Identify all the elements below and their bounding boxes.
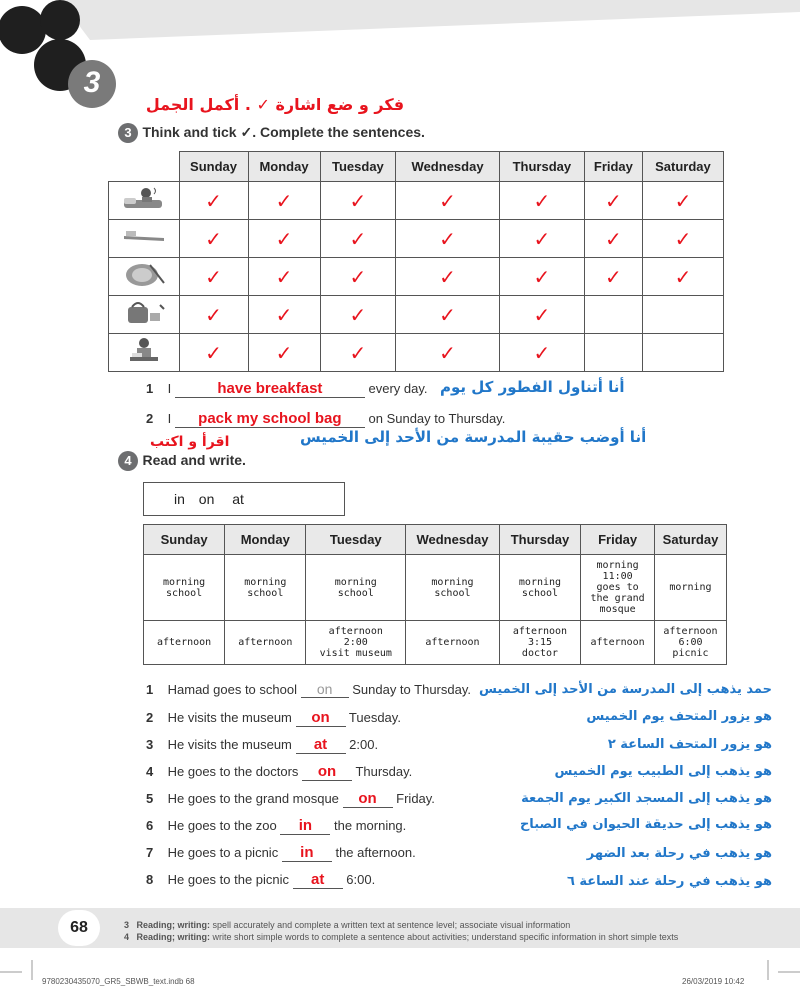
tick-mark: ✓ — [439, 226, 456, 251]
word-option: on — [198, 491, 215, 507]
ex4-title: Read and write. — [142, 452, 246, 469]
sentence-after: 6:00. — [346, 872, 376, 887]
breakfast-plate-icon — [109, 258, 180, 296]
toothbrush-icon — [109, 220, 180, 258]
ex4-sentence-6 — [146, 817, 406, 835]
school-bag-icon — [109, 296, 180, 334]
word-option: in — [174, 491, 185, 507]
ex3-sentence-2 — [146, 410, 505, 428]
sentence-number: 7 — [146, 845, 154, 860]
ex4-number: 4 — [118, 451, 138, 471]
sleeping-boy-icon — [109, 182, 180, 220]
sentence-after: the morning. — [334, 818, 407, 833]
tick-mark: ✓ — [533, 226, 551, 251]
tick-mark: ✓ — [533, 340, 551, 365]
answer-text[interactable]: on — [311, 709, 330, 726]
day-header: Wednesday — [396, 152, 500, 182]
tick-mark: ✓ — [605, 188, 622, 213]
ex4-sentence-5-arabic: هو يذهب إلى المسجد الكبير يوم الجمعة — [521, 791, 772, 806]
timetable-cell: afternoon — [581, 621, 655, 665]
answer-text[interactable]: at — [310, 871, 325, 888]
timetable-cell: afternoon 2:00 visit museum — [306, 621, 406, 665]
sentence-number: 1 — [146, 381, 154, 396]
note-number: 3 — [124, 920, 130, 930]
sentence-number: 3 — [146, 737, 154, 752]
timetable-cell: afternoon 6:00 picnic — [654, 621, 726, 665]
answer-text[interactable]: in — [300, 844, 314, 861]
sentence-end: every day. — [368, 381, 428, 396]
answer-text[interactable]: in — [298, 817, 313, 834]
day-header: Sunday — [144, 525, 225, 555]
table-row — [109, 182, 724, 220]
answer-text[interactable]: pack my school bag — [198, 410, 342, 427]
ex4-sentence-1 — [146, 681, 471, 698]
unit-badge: 3 — [83, 66, 101, 99]
note-number: 4 — [124, 932, 130, 942]
timetable-header-row — [144, 525, 727, 555]
sentence-start: I — [167, 411, 172, 426]
tick-mark: ✓ — [349, 264, 367, 289]
tick-mark: ✓ — [439, 340, 456, 365]
tick-mark: ✓ — [205, 340, 222, 365]
word-option: at — [232, 491, 244, 507]
tick-mark: ✓ — [439, 302, 456, 327]
sentence-number: 5 — [146, 791, 154, 806]
tick-mark: ✓ — [439, 188, 456, 213]
ex3-number: 3 — [118, 123, 138, 143]
word-box — [143, 482, 345, 516]
timetable-cell: afternoon — [144, 621, 225, 665]
ex4-sentence-6-arabic: هو يذهب إلى حديقة الحيوان في الصباح — [519, 817, 772, 832]
ex4-sentence-8-arabic: هو يذهب في رحلة عند الساعة ٦ — [566, 874, 772, 889]
note-label: Reading; writing: — [136, 932, 211, 942]
note-label: Reading; writing: — [136, 920, 211, 930]
ex4-arabic-instruction: اقرأ و اكتب — [150, 434, 230, 450]
ex4-timetable — [143, 524, 727, 665]
answer-text[interactable]: on — [316, 681, 333, 697]
sentence-number: 6 — [146, 818, 154, 833]
tick-mark: ✓ — [205, 302, 222, 327]
answer-text[interactable]: at — [313, 736, 328, 753]
day-header: Monday — [248, 152, 320, 182]
tick-mark: ✓ — [205, 264, 222, 289]
tick-mark: ✓ — [349, 302, 367, 327]
tick-mark: ✓ — [533, 264, 551, 289]
sentence-before: He goes to a picnic — [167, 845, 279, 860]
answer-text[interactable]: on — [358, 790, 377, 807]
day-header: Friday — [581, 525, 655, 555]
tick-mark: ✓ — [275, 188, 293, 213]
sentence-number: 1 — [146, 682, 154, 697]
day-header: Wednesday — [406, 525, 500, 555]
tick-mark: ✓ — [439, 264, 456, 289]
sentence-start: I — [167, 381, 172, 396]
timetable-cell: morning school — [225, 555, 306, 621]
sentence-after: Thursday. — [355, 764, 413, 779]
sentence-before: He goes to the picnic — [167, 872, 290, 887]
ex4-sentence-4-arabic: هو يذهب إلى الطبيب يوم الخميس — [554, 764, 772, 779]
table-row — [109, 220, 724, 258]
ex4-sentence-1-arabic: حمد يذهب إلى المدرسة من الأحد إلى الخميس — [478, 682, 772, 697]
tick-mark: ✓ — [349, 188, 367, 213]
table-row — [109, 296, 724, 334]
sentence-before: He visits the museum — [167, 710, 292, 725]
sentence-before: He goes to the grand mosque — [167, 791, 339, 806]
ex4-sentence-3 — [146, 736, 378, 754]
table-row — [109, 334, 724, 372]
day-header: Tuesday — [306, 525, 406, 555]
note-text: spell accurately and complete a written text at sentence level; associate visual information — [212, 920, 571, 930]
timetable-cell: morning school — [499, 555, 580, 621]
ex3-heading — [118, 123, 425, 143]
ex4-sentence-7 — [146, 844, 416, 862]
sentence-end: on Sunday to Thursday. — [368, 411, 506, 426]
sentence-before: He visits the museum — [167, 737, 292, 752]
date-slug: 26/03/2019 10:42 — [682, 977, 745, 986]
sentence-number: 4 — [146, 764, 154, 779]
timetable-cell: morning school — [144, 555, 225, 621]
morning-row — [144, 555, 727, 621]
sentence-after: 2:00. — [349, 737, 379, 752]
day-header: Saturday — [642, 152, 723, 182]
ex3-title: Think and tick ✓. Complete the sentences. — [142, 124, 425, 141]
tick-mark: ✓ — [674, 226, 692, 251]
day-header: Monday — [225, 525, 306, 555]
day-header: Thursday — [499, 525, 580, 555]
day-header: Thursday — [499, 152, 584, 182]
day-header: Sunday — [179, 152, 248, 182]
day-header: Tuesday — [320, 152, 396, 182]
studying-boy-icon — [109, 334, 180, 372]
header-decoration — [0, 0, 800, 110]
answer-text[interactable]: on — [317, 763, 337, 780]
ex4-sentence-2-arabic: هو يزور المتحف يوم الخميس — [586, 709, 772, 724]
answer-text[interactable]: have breakfast — [217, 380, 323, 397]
tick-mark: ✓ — [605, 226, 622, 251]
tick-mark: ✓ — [275, 340, 293, 365]
tick-mark: ✓ — [275, 226, 293, 251]
timetable-cell: morning school — [306, 555, 406, 621]
timetable-cell: afternoon 3:15 doctor — [499, 621, 580, 665]
ex3-sentence-1-arabic: أنا أتناول الفطور كل يوم — [440, 378, 625, 396]
ex3-sentence-1 — [146, 380, 428, 398]
curriculum-note-4 — [124, 932, 678, 942]
ex3-header-row — [109, 152, 724, 182]
day-header: Saturday — [654, 525, 726, 555]
tick-mark: ✓ — [275, 264, 293, 289]
curriculum-note-3 — [124, 920, 570, 930]
ex4-sentence-2 — [146, 709, 401, 727]
timetable-cell: morning 11:00 goes to the grand mosque — [581, 555, 655, 621]
ex4-heading — [118, 451, 246, 471]
tick-mark: ✓ — [674, 264, 692, 289]
afternoon-row — [144, 621, 727, 665]
tick-mark: ✓ — [275, 302, 293, 327]
sentence-after: Tuesday. — [348, 710, 401, 725]
tick-mark: ✓ — [205, 226, 222, 251]
sentence-after: Friday. — [396, 791, 435, 806]
note-text: write short simple words to complete a sentence about activities; understand specific information in short simple texts — [212, 932, 679, 942]
timetable-cell: afternoon — [406, 621, 500, 665]
tick-mark: ✓ — [205, 188, 222, 213]
tick-mark: ✓ — [605, 264, 622, 289]
sentence-before: He goes to the zoo — [167, 818, 277, 833]
ex4-sentence-4 — [146, 763, 412, 781]
sentence-before: Hamad goes to school — [167, 682, 297, 697]
sentence-number: 2 — [146, 710, 154, 725]
tick-mark: ✓ — [349, 226, 367, 251]
sentence-number: 2 — [146, 411, 154, 426]
table-row — [109, 258, 724, 296]
sentence-number: 8 — [146, 872, 154, 887]
sentence-before: He goes to the doctors — [167, 764, 299, 779]
tick-mark: ✓ — [533, 188, 551, 213]
sentence-after: Sunday to Thursday. — [352, 682, 471, 697]
ex4-sentence-3-arabic: هو يزور المتحف الساعة ٢ — [607, 737, 772, 752]
timetable-cell: morning — [654, 555, 726, 621]
page-number: 68 — [58, 910, 100, 946]
ex3-arabic-instruction: فكر و ضع اشارة ✓ . أكمل الجمل — [145, 95, 405, 114]
file-slug: 9780230435070_GR5_SBWB_text.indb 68 — [42, 977, 195, 986]
ex4-sentence-5 — [146, 790, 435, 808]
timetable-cell: morning school — [406, 555, 500, 621]
ex3-sentence-2-arabic: أنا أوضب حقيبة المدرسة من الأحد إلى الخميس — [300, 428, 647, 446]
sentence-after: the afternoon. — [335, 845, 416, 860]
tick-mark: ✓ — [674, 188, 692, 213]
ex3-table — [108, 151, 724, 372]
ex4-sentence-8 — [146, 871, 375, 889]
tick-mark: ✓ — [349, 340, 367, 365]
ex4-sentence-7-arabic: هو يذهب في رحلة بعد الضهر — [586, 846, 772, 861]
day-header: Friday — [584, 152, 642, 182]
timetable-cell: afternoon — [225, 621, 306, 665]
corner-cell — [109, 152, 180, 182]
tick-mark: ✓ — [533, 302, 551, 327]
